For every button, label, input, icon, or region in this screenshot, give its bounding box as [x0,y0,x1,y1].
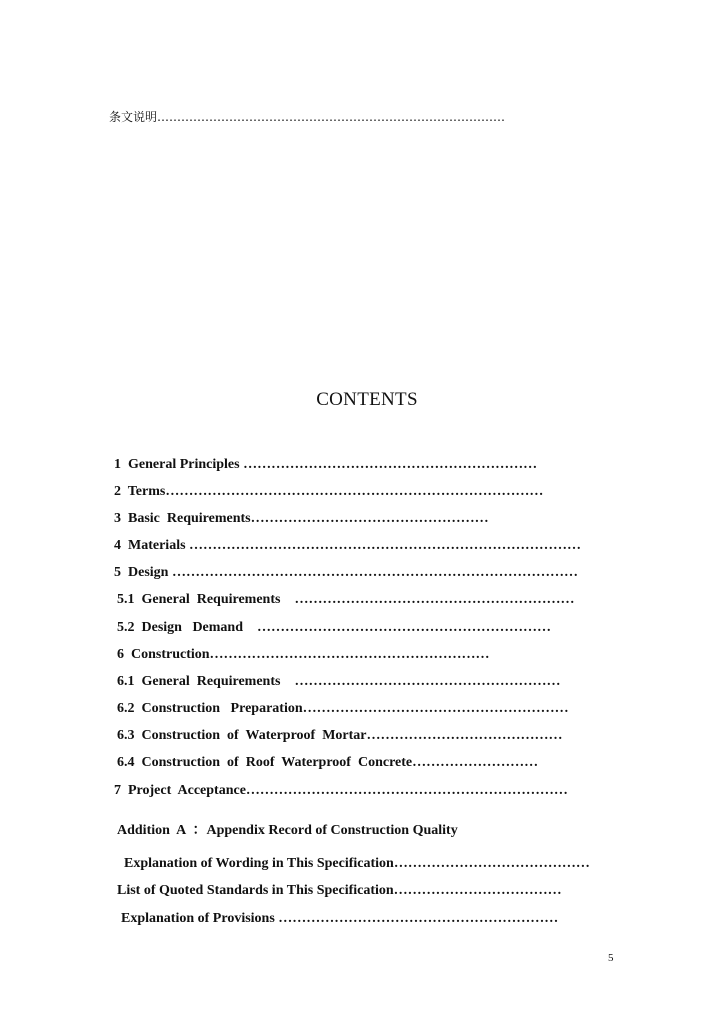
toc-entry-6-1-general-requirements[interactable]: 6.1 General Requirements ………………………………………………… [117,674,561,689]
toc-entry-construction[interactable]: 6 Construction…………………………………………………… [117,647,490,662]
toc-entry-5-2-design-demand[interactable]: 5.2 Design Demand ……………………………………………………… [117,620,552,635]
toc-entry-design[interactable]: 5 Design …………………………………………………………………………… [114,565,578,580]
toc-entry-terms[interactable]: 2 Terms……………………………………………………………………… [114,484,544,499]
toc-entry-explanation-of-provisions[interactable]: Explanation of Provisions …………………………………………………… [121,911,559,926]
toc-entry-general-principles[interactable]: 1 General Principles ……………………………………………………… [114,457,538,472]
toc-entry-5-1-general-requirements[interactable]: 5.1 General Requirements …………………………………………………… [117,592,575,607]
toc-entry-6-3-waterproof-mortar[interactable]: 6.3 Construction of Waterproof Mortar…………………………………… [117,728,563,743]
toc-entry-6-2-construction-preparation[interactable]: 6.2 Construction Preparation………………………………………………… [117,701,569,716]
toc-entry-explanation-of-wording[interactable]: Explanation of Wording in This Specification…………………………………… [124,856,590,871]
page-number: 5 [608,952,614,964]
provisions-explanation-header: 条文说明…………………………………………………………………………… [109,110,506,124]
toc-entry-addition-a[interactable]: Addition A ：Appendix Record of Construction Quality [117,823,458,838]
toc-entry-basic-requirements[interactable]: 3 Basic Requirements…………………………………………… [114,511,489,526]
toc-entry-6-4-roof-waterproof-concrete[interactable]: 6.4 Construction of Roof Waterproof Concrete……………………… [117,755,539,770]
toc-entry-list-of-quoted-standards[interactable]: List of Quoted Standards in This Specification……………………………… [117,883,562,898]
contents-title: CONTENTS [316,389,418,410]
toc-entry-materials[interactable]: 4 Materials ………………………………………………………………………… [114,538,582,553]
toc-entry-project-acceptance[interactable]: 7 Project Acceptance…………………………………………………………… [114,783,568,798]
